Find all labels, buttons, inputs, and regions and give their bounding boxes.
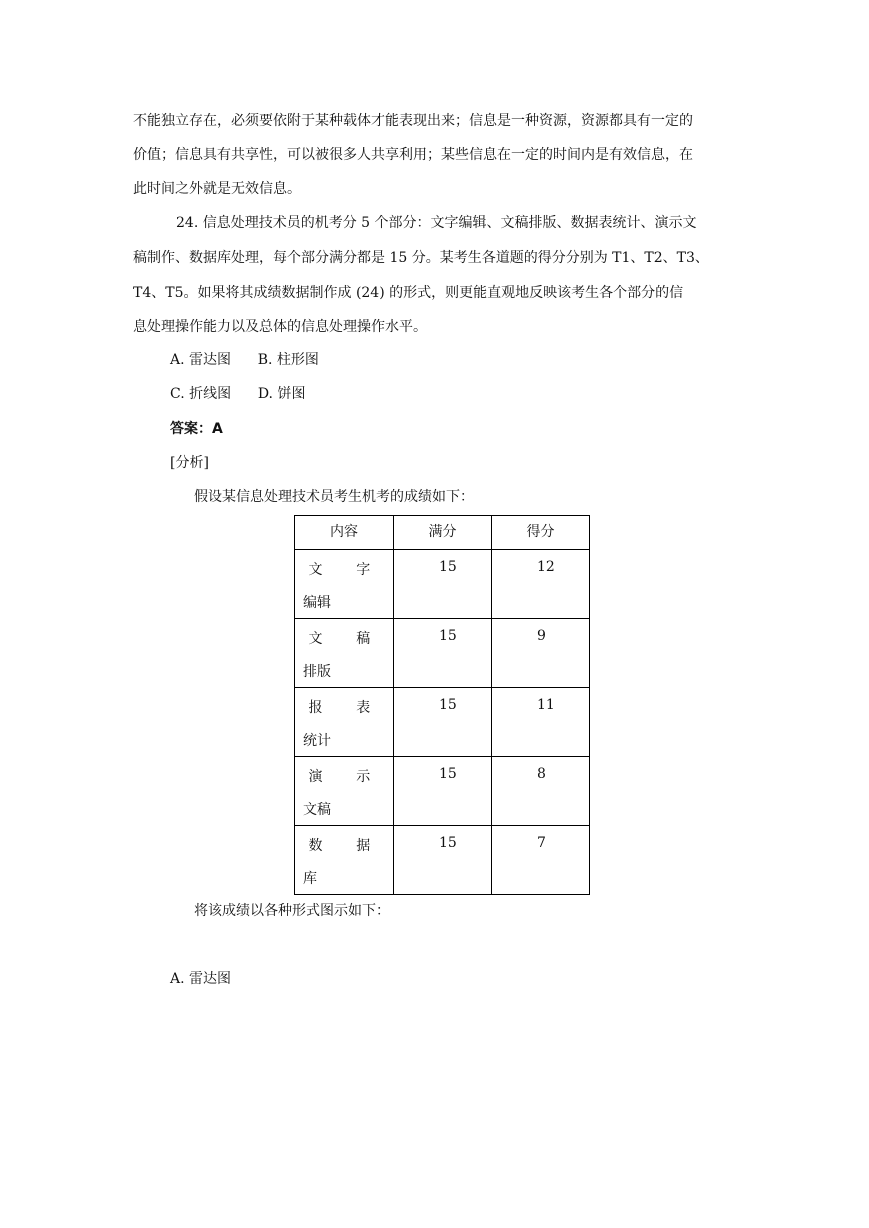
score-cell: 9 — [537, 628, 546, 644]
full-score-cell: 15 — [439, 697, 457, 713]
full-score-cell: 15 — [439, 559, 457, 575]
full-score-cell: 15 — [439, 766, 457, 782]
table-row — [295, 619, 590, 688]
row-name-part1: 文 稿 — [308, 631, 385, 647]
answer-label: 答案：A — [170, 421, 223, 437]
options-row: C. 折线图 D. 饼图 — [170, 386, 306, 402]
row-name-part1: 演 示 — [308, 769, 385, 785]
table-row — [295, 688, 590, 757]
score-cell: 11 — [537, 697, 555, 713]
full-score-cell: 15 — [439, 628, 457, 644]
row-name-part1: 数 据 — [308, 838, 385, 854]
full-score-cell: 15 — [439, 835, 457, 851]
table-row — [295, 550, 590, 619]
options-row: A. 雷达图 B. 柱形图 — [170, 352, 319, 368]
question-line: 24. 信息处理技术员的机考分 5 个部分：文字编辑、文稿排版、数据表统计、演示文 — [176, 215, 697, 231]
row-name-part2: 编辑 — [303, 595, 331, 611]
table-intro: 假设某信息处理技术员考生机考的成绩如下： — [194, 489, 474, 505]
table-row — [295, 826, 590, 895]
row-name-part2: 排版 — [303, 664, 331, 680]
row-name-part2: 库 — [303, 871, 317, 887]
question-line: T4、T5。如果将其成绩数据制作成 (24) 的形式，则更能直观地反映该考生各个部分的信 — [133, 285, 684, 301]
score-cell: 8 — [537, 766, 546, 782]
question-line: 稿制作、数据库处理，每个部分满分都是 15 分。某考生各道题的得分分别为 T1、T2、T3、 — [133, 250, 709, 266]
paragraph-line: 不能独立存在，必须要依附于某种载体才能表现出来；信息是一种资源，资源都具有一定的 — [133, 113, 693, 129]
row-name-part1: 文 字 — [308, 562, 385, 578]
chart-intro: 将该成绩以各种形式图示如下： — [194, 903, 390, 919]
row-name-part1: 报 表 — [308, 700, 385, 716]
table-header-row — [295, 516, 590, 550]
header-cell: 内容 — [330, 524, 358, 540]
paragraph-line: 此时间之外就是无效信息。 — [133, 181, 301, 197]
row-name-part2: 文稿 — [303, 802, 331, 818]
header-cell: 得分 — [526, 524, 555, 540]
question-line: 息处理操作能力以及总体的信息处理操作水平。 — [133, 319, 427, 335]
header-cell: 满分 — [428, 524, 457, 540]
score-cell: 7 — [537, 835, 546, 851]
score-cell: 12 — [537, 559, 555, 575]
row-name-part2: 统计 — [303, 733, 331, 749]
analysis-label: [分析] — [170, 455, 209, 471]
section-heading: A. 雷达图 — [170, 971, 232, 987]
paragraph-line: 价值；信息具有共享性，可以被很多人共享利用；某些信息在一定的时间内是有效信息，在 — [133, 147, 693, 163]
table-row — [295, 757, 590, 826]
score-table — [294, 515, 590, 895]
